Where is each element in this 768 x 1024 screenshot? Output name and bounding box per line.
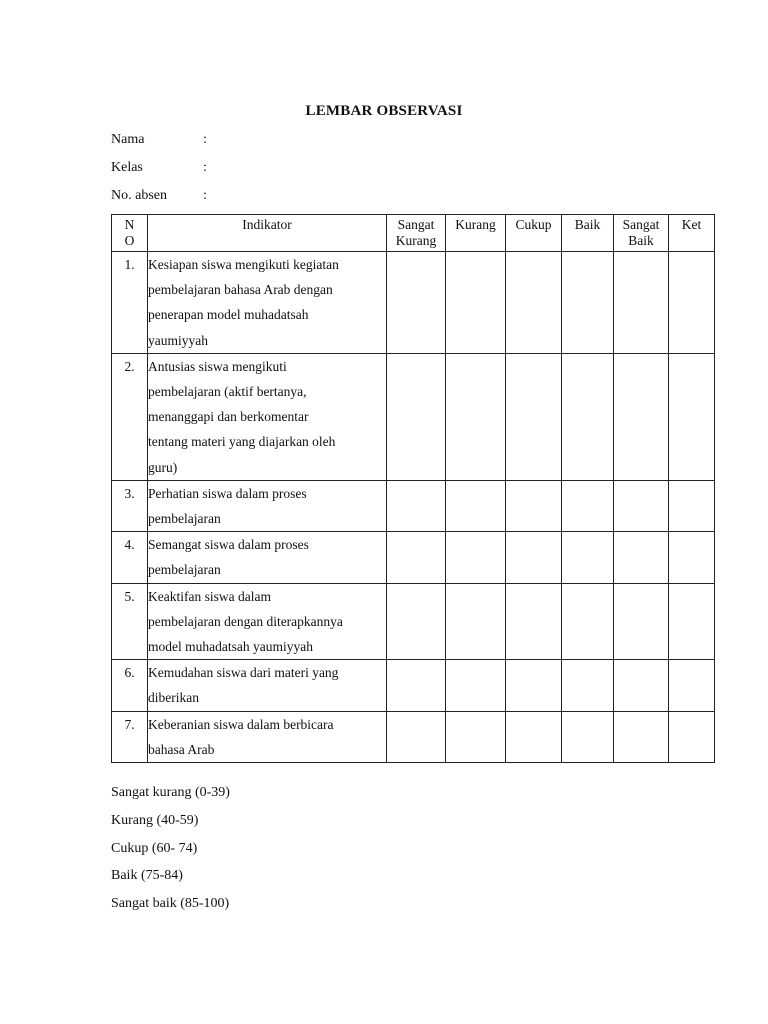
rating-cell-ket[interactable]	[669, 532, 715, 583]
indicator-line: diberikan	[148, 690, 199, 706]
indicator-line: Keberanian siswa dalam berbicara	[148, 716, 334, 732]
row-number: 4.	[124, 537, 135, 553]
indicator-line: Keaktifan siswa dalam	[148, 588, 271, 604]
row-number: 6.	[124, 665, 135, 681]
indicator-line: tentang materi yang diajarkan oleh	[148, 434, 336, 450]
rating-cell-ket[interactable]	[669, 711, 715, 762]
rating-cell-baik[interactable]	[562, 353, 614, 480]
indicator-cell	[148, 532, 387, 583]
rating-cell-ket[interactable]	[669, 353, 715, 480]
rating-cell-sangat-baik[interactable]	[614, 583, 669, 660]
rating-cell-sangat-kurang[interactable]	[387, 660, 446, 711]
document-title: LEMBAR OBSERVASI	[305, 103, 463, 119]
indicator-line: pembelajaran bahasa Arab dengan	[148, 282, 333, 298]
rating-cell-sangat-baik[interactable]	[614, 480, 669, 531]
rating-cell-kurang[interactable]	[446, 252, 506, 354]
indicator-line: yaumiyyah	[148, 332, 208, 348]
header-kurang: Kurang	[446, 215, 506, 252]
rating-cell-ket[interactable]	[669, 480, 715, 531]
header-no	[112, 215, 148, 252]
field-no-absen	[111, 186, 207, 206]
header-cukup: Cukup	[506, 215, 562, 252]
table-row	[112, 583, 715, 660]
rating-cell-cukup[interactable]	[506, 480, 562, 531]
table-row	[112, 353, 715, 480]
header-ket: Ket	[669, 215, 715, 252]
field-colon: :	[203, 160, 207, 175]
indicator-line: pembelajaran dengan diterapkannya	[148, 613, 343, 629]
legend-sangat-kurang: Sangat kurang (0-39)	[111, 785, 230, 800]
rating-cell-cukup[interactable]	[506, 583, 562, 660]
indicator-line: menanggapi dan berkomentar	[148, 409, 309, 425]
rating-cell-baik[interactable]	[562, 252, 614, 354]
header-sangat-kurang-line1: Sangat	[397, 217, 435, 232]
indicator-line: bahasa Arab	[148, 741, 215, 757]
rating-cell-baik[interactable]	[562, 711, 614, 762]
rating-cell-sangat-kurang[interactable]	[387, 353, 446, 480]
row-number: 5.	[124, 588, 135, 604]
rating-cell-sangat-baik[interactable]	[614, 532, 669, 583]
row-number-cell	[112, 480, 148, 531]
rating-cell-sangat-baik[interactable]	[614, 660, 669, 711]
legend-sangat-baik: Sangat baik (85-100)	[111, 896, 230, 911]
indicator-line: pembelajaran	[148, 562, 221, 578]
rating-cell-baik[interactable]	[562, 532, 614, 583]
rating-cell-cukup[interactable]	[506, 353, 562, 480]
rating-cell-ket[interactable]	[669, 252, 715, 354]
rating-cell-kurang[interactable]	[446, 711, 506, 762]
field-label-no-absen: No. absen	[111, 188, 167, 203]
indicator-line: Perhatian siswa dalam proses	[148, 485, 307, 501]
header-sangat-baik	[614, 215, 669, 252]
rating-cell-sangat-baik[interactable]	[614, 711, 669, 762]
indicator-cell	[148, 353, 387, 480]
indicator-cell	[148, 252, 387, 354]
header-baik: Baik	[562, 215, 614, 252]
header-sangat-kurang	[387, 215, 446, 252]
rating-cell-ket[interactable]	[669, 583, 715, 660]
indicator-line: penerapan model muhadatsah	[148, 307, 309, 323]
rating-cell-baik[interactable]	[562, 660, 614, 711]
legend-baik: Baik (75-84)	[111, 868, 183, 883]
row-number-cell	[112, 353, 148, 480]
indicator-line: Antusias siswa mengikuti	[148, 358, 287, 374]
header-indikator: Indikator	[148, 215, 387, 252]
rating-cell-sangat-kurang[interactable]	[387, 480, 446, 531]
field-colon: :	[203, 132, 207, 147]
rating-cell-ket[interactable]	[669, 660, 715, 711]
legend-cukup: Cukup (60- 74)	[111, 841, 198, 856]
row-number-cell	[112, 711, 148, 762]
row-number-cell	[112, 583, 148, 660]
indicator-line: Semangat siswa dalam proses	[148, 537, 309, 553]
rating-cell-sangat-kurang[interactable]	[387, 711, 446, 762]
indicator-line: Kemudahan siswa dari materi yang	[148, 665, 339, 681]
table-row	[112, 660, 715, 711]
rating-cell-sangat-kurang[interactable]	[387, 532, 446, 583]
indicator-line: pembelajaran	[148, 511, 221, 527]
rating-cell-sangat-kurang[interactable]	[387, 583, 446, 660]
legend-kurang: Kurang (40-59)	[111, 813, 199, 828]
rating-cell-baik[interactable]	[562, 583, 614, 660]
rating-cell-kurang[interactable]	[446, 480, 506, 531]
indicator-cell	[148, 480, 387, 531]
header-sangat-baik-line1: Sangat	[622, 217, 660, 232]
indicator-cell	[148, 660, 387, 711]
header-sangat-baik-line2: Baik	[628, 233, 654, 248]
row-number: 2.	[124, 358, 135, 374]
indicator-cell	[148, 711, 387, 762]
row-number-cell	[112, 252, 148, 354]
row-number: 3.	[124, 485, 135, 501]
header-sangat-kurang-line2: Kurang	[395, 233, 437, 248]
rating-cell-cukup[interactable]	[506, 711, 562, 762]
table-row	[112, 480, 715, 531]
table-header-row	[112, 215, 715, 252]
rating-cell-kurang[interactable]	[446, 353, 506, 480]
table-row	[112, 252, 715, 354]
rating-cell-sangat-kurang[interactable]	[387, 252, 446, 354]
table-row	[112, 711, 715, 762]
observation-table	[111, 214, 715, 763]
indicator-cell	[148, 583, 387, 660]
row-number-cell	[112, 660, 148, 711]
indicator-line: model muhadatsah yaumiyyah	[148, 639, 313, 655]
row-number-cell	[112, 532, 148, 583]
rating-cell-cukup[interactable]	[506, 252, 562, 354]
rating-cell-cukup[interactable]	[506, 532, 562, 583]
rating-cell-kurang[interactable]	[446, 532, 506, 583]
header-no-line2: O	[124, 233, 135, 248]
field-label-nama: Nama	[111, 132, 145, 147]
indicator-line: guru)	[148, 459, 178, 475]
rating-cell-sangat-baik[interactable]	[614, 353, 669, 480]
row-number: 1.	[124, 257, 135, 272]
rating-cell-kurang[interactable]	[446, 583, 506, 660]
row-number: 7.	[124, 716, 135, 732]
rating-cell-baik[interactable]	[562, 480, 614, 531]
table-row	[112, 532, 715, 583]
field-kelas	[111, 158, 207, 178]
field-colon: :	[203, 188, 207, 203]
field-label-kelas: Kelas	[111, 160, 143, 175]
rating-cell-kurang[interactable]	[446, 660, 506, 711]
header-no-line1: N	[124, 217, 135, 232]
field-nama	[111, 130, 207, 150]
rating-cell-sangat-baik[interactable]	[614, 252, 669, 354]
indicator-line: Kesiapan siswa mengikuti kegiatan	[148, 257, 339, 272]
table-body	[112, 252, 715, 763]
indicator-line: pembelajaran (aktif bertanya,	[148, 384, 307, 400]
rating-cell-cukup[interactable]	[506, 660, 562, 711]
